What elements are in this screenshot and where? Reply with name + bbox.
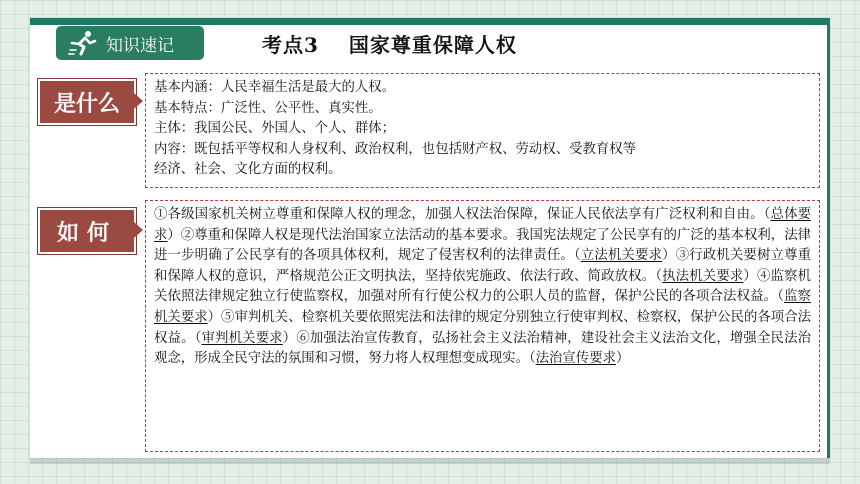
what-line: 基本内涵：人民幸福生活是最大的人权。 [154, 80, 396, 95]
top-accent-bar [30, 18, 830, 25]
title-text: 国家尊重保障人权 [348, 32, 517, 57]
how-key-phrase: 立法机关要求 [580, 248, 663, 264]
what-line: 基本特点：广泛性、公平性、真实性。 [154, 100, 382, 116]
what-line: 经济、社会、文化方面的权利。 [154, 162, 342, 177]
how-text: ）④监察机关依照法律规定独立行使监察权，加强对所有行使公权力的公职人员的监督，保护公民的各项合法权益。（ [154, 268, 812, 305]
card-shadow [30, 458, 830, 464]
how-text: ）③行政机关要树立尊重和保障人权的意识，严格规范公正文明执法，坚持依宪施政、依法行政、简政放权。（ [154, 248, 812, 284]
arrow-how [134, 222, 143, 238]
how-key-phrase: 执法机关要求 [662, 268, 744, 284]
how-text: ①各级国家机关树立尊重和保障人权的理念，加强人权法治保障，保证人民依法享有广泛权利和自由。（ [154, 207, 771, 222]
arrow-what [134, 93, 143, 109]
what-line: 内容：既包括平等权和人身权利、政治权利，也包括财产权、劳动权、受教育权等 [154, 141, 637, 157]
how-text: ）⑤审判机关、检察机关要依照宪法和法律的规定分别独立行使审判权、检察权，保护公民的各项合法权益。（ [154, 309, 812, 346]
how-text: ）②尊重和保障人权是现代法治国家立法活动的基本要求。我国宪法规定了公民享有的广泛的基本权利，法律进一步明确了公民享有的各项具体权利，规定了侵害权利的法律责任。（ [154, 227, 812, 264]
how-key-phrase: 审判机关要求 [201, 330, 283, 346]
page-title [262, 26, 517, 60]
what-text-box [145, 73, 820, 188]
how-key-phrase: 法治宣传要求 [535, 351, 616, 367]
how-text: ）⑥加强法治宣传教育，弘扬社会主义法治精神，建设社会主义法治文化，增强全民法治观念，形成全民守法的氛围和习惯，努力将人权理想变成现实。（ [154, 330, 812, 367]
how-key-phrase: 总体要求 [154, 207, 812, 243]
title-number: 考点3 [262, 32, 319, 57]
label-what: 是什么 [38, 79, 136, 125]
how-key-phrase: 监察机关要求 [154, 289, 812, 325]
how-text-box [145, 200, 820, 452]
what-line: 主体：我国公民、外国人、个人、群体； [154, 121, 396, 136]
right-accent-line [827, 18, 830, 458]
running-person-icon [68, 30, 98, 56]
section-tag [56, 26, 204, 60]
how-text: ） [615, 351, 630, 367]
label-how: 如何 [38, 208, 136, 254]
tag-label: 知识速记 [106, 35, 174, 56]
